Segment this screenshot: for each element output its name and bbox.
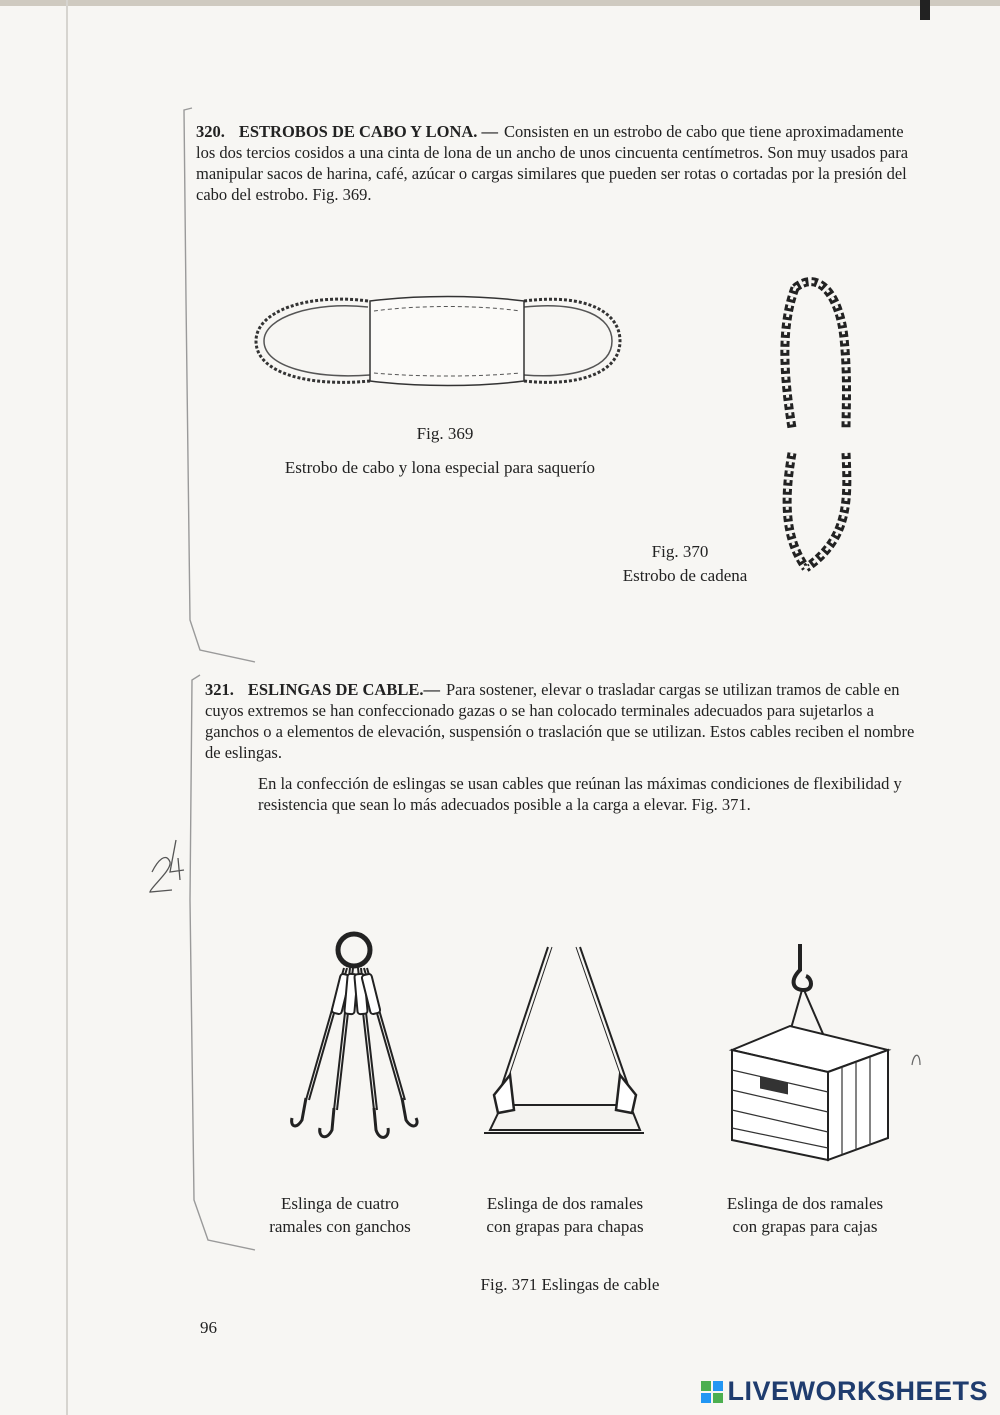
section-321-title: ESLINGAS DE CABLE.—: [247, 680, 440, 699]
section-320-title: ESTROBOS DE CABO Y LONA. —: [238, 122, 499, 141]
clamp-right: [616, 1075, 636, 1113]
section-321-text-2: En la confección de eslingas se usan cables que reúnan las máximas condiciones de flexibilidad y resistencia que sean lo más adecuados posible a la carga a elevar. Fig. 371.: [258, 774, 902, 814]
fig369-caption: Estrobo de cabo y lona especial para saquerío: [284, 458, 596, 477]
liveworksheets-name: LIVEWORKSHEETS: [727, 1376, 988, 1406]
hook: [794, 944, 811, 990]
clamp-left: [494, 1075, 514, 1113]
section-321: [205, 679, 915, 815]
fig371-caption-3: [700, 1192, 910, 1238]
fig370-drawing: [770, 268, 870, 588]
liveworksheets-icon: [701, 1381, 723, 1403]
section-321-number: 321.: [205, 680, 234, 699]
section-320-number: 320.: [196, 122, 225, 141]
fig371-caption-2: [470, 1192, 660, 1238]
fig371-crate-sling: [720, 940, 900, 1170]
fig371-caption-2-line-2: con grapas para chapas: [486, 1217, 644, 1236]
fig371-caption-2-line-1: Eslinga de dos ramales: [486, 1194, 644, 1213]
fig371-caption-3-line-2: con grapas para cajas: [732, 1217, 878, 1236]
section-320: [196, 121, 916, 205]
section-320-text: Consisten en un estrobo de cabo que tiene aproximadamente los dos tercios cosidos a una cinta de lona de un ancho de unos cincuenta centímetros. Son muy usados para manipular sacos de harina, café, azúcar o cargas similares que pueden ser rotas o cortadas por la presión del cabo del estrobo. Fig. 369.: [196, 122, 909, 204]
fig371-four-leg-sling: [284, 930, 424, 1170]
section-320-paragraph: [196, 121, 916, 205]
section-321-text-1: Para sostener, elevar o trasladar cargas se utilizan tramos de cable en cuyos extremos se han confeccionado gazas o se han colocado terminales adecuados para sujetarlos a ganchos o a elementos de elevación, suspensión o traslación que se utilizan. Estos cables reciben el nombre de eslingas.: [205, 680, 915, 762]
page-number: 96: [200, 1318, 217, 1337]
fig370-caption: Estrobo de cadena: [622, 566, 748, 585]
fig371-title: Fig. 371 Eslingas de cable: [480, 1275, 660, 1294]
fig370-label: Fig. 370: [651, 542, 709, 561]
fig369-canvas: [370, 297, 524, 386]
section-321-paragraph-2: [205, 773, 915, 815]
section-321-paragraph-1: [205, 679, 915, 763]
fig371-caption-1-line-1: Eslinga de cuatro: [280, 1194, 399, 1213]
fig371-caption-3-line-1: Eslinga de dos ramales: [726, 1194, 884, 1213]
liveworksheets-logo: [701, 1376, 988, 1407]
fig369-label: Fig. 369: [416, 424, 474, 443]
fig371-caption-1-line-2: ramales con ganchos: [269, 1217, 411, 1236]
master-ring: [338, 934, 370, 966]
fig371-plate-sling: [480, 945, 650, 1155]
fig369-drawing: [248, 283, 648, 393]
fig371-caption-1: [250, 1192, 430, 1238]
